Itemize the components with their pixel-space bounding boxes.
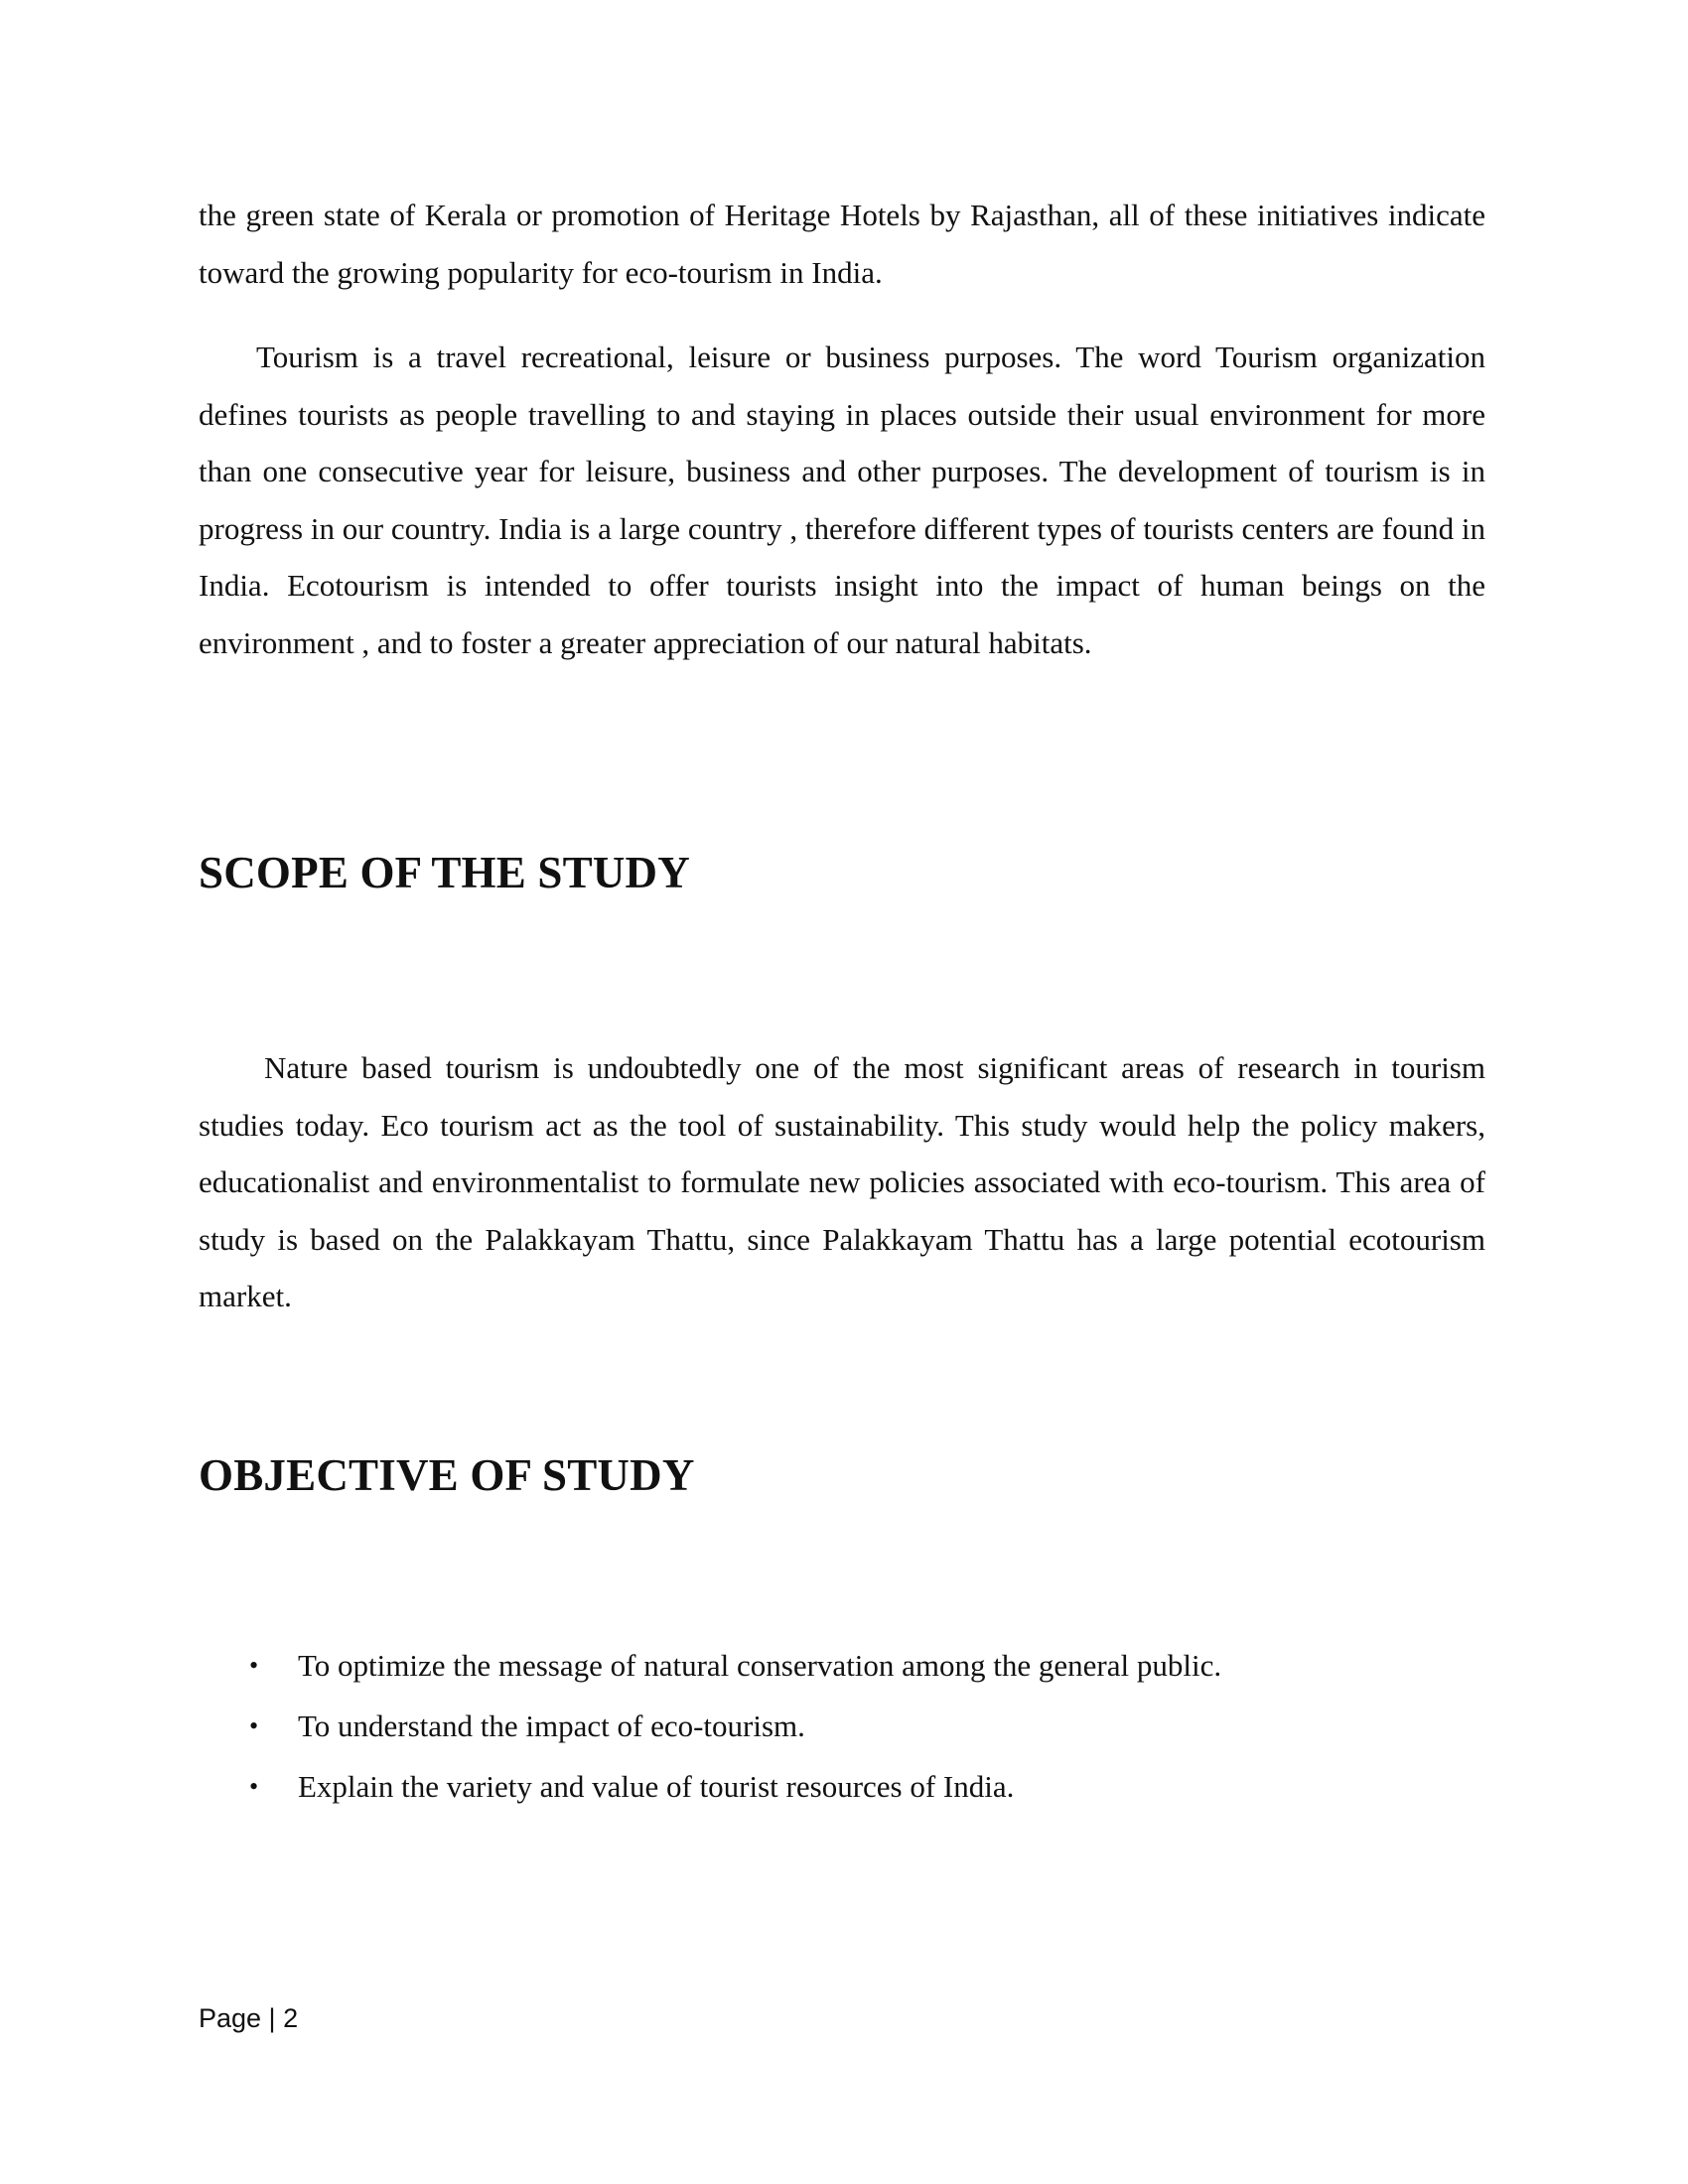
scope-paragraph: Nature based tourism is undoubtedly one of the most significant areas of research in tourism studies today. Eco tourism act as the tool of sustainability. This study would help the policy makers, educationalist and environmentalist to formulate new policies associated with eco-tourism. This area of study is based on the Palakkayam Thattu, since Palakkayam Thattu has a large potential ecotourism market. <box>199 1050 1485 1313</box>
objective-text: To optimize the message of natural conservation among the general public. <box>298 1648 1222 1683</box>
page-number-footer: Page | 2 <box>199 2003 299 2033</box>
list-item <box>199 1756 1485 1817</box>
list-item <box>199 1696 1485 1756</box>
objective-heading: OBJECTIVE OF STUDY <box>199 1450 695 1500</box>
list-item <box>199 1635 1485 1696</box>
tourism-definition-paragraph: Tourism is a travel recreational, leisure or business purposes. The word Tourism organization defines tourists as people travelling to and staying in places outside their usual environment for more than one consecutive year for leisure, business and other purposes. The development of tourism is in progress in our country. India is a large country , therefore different types of tourists centers are found in India. Ecotourism is intended to offer tourists insight into the impact of human beings on the environment , and to foster a greater appreciation of our natural habitats. <box>199 340 1485 660</box>
bullet-icon: • <box>249 1711 259 1740</box>
intro-paragraph: the green state of Kerala or promotion of Heritage Hotels by Rajasthan, all of these initiatives indicate toward the growing popularity for eco-tourism in India. <box>199 198 1485 290</box>
objective-text: To understand the impact of eco-tourism. <box>298 1708 805 1743</box>
bullet-icon: • <box>249 1772 259 1801</box>
bullet-icon: • <box>249 1651 259 1680</box>
objective-text: Explain the variety and value of tourist resources of India. <box>298 1769 1015 1804</box>
scope-heading: SCOPE OF THE STUDY <box>199 848 690 897</box>
objectives-list <box>199 1635 1485 1817</box>
